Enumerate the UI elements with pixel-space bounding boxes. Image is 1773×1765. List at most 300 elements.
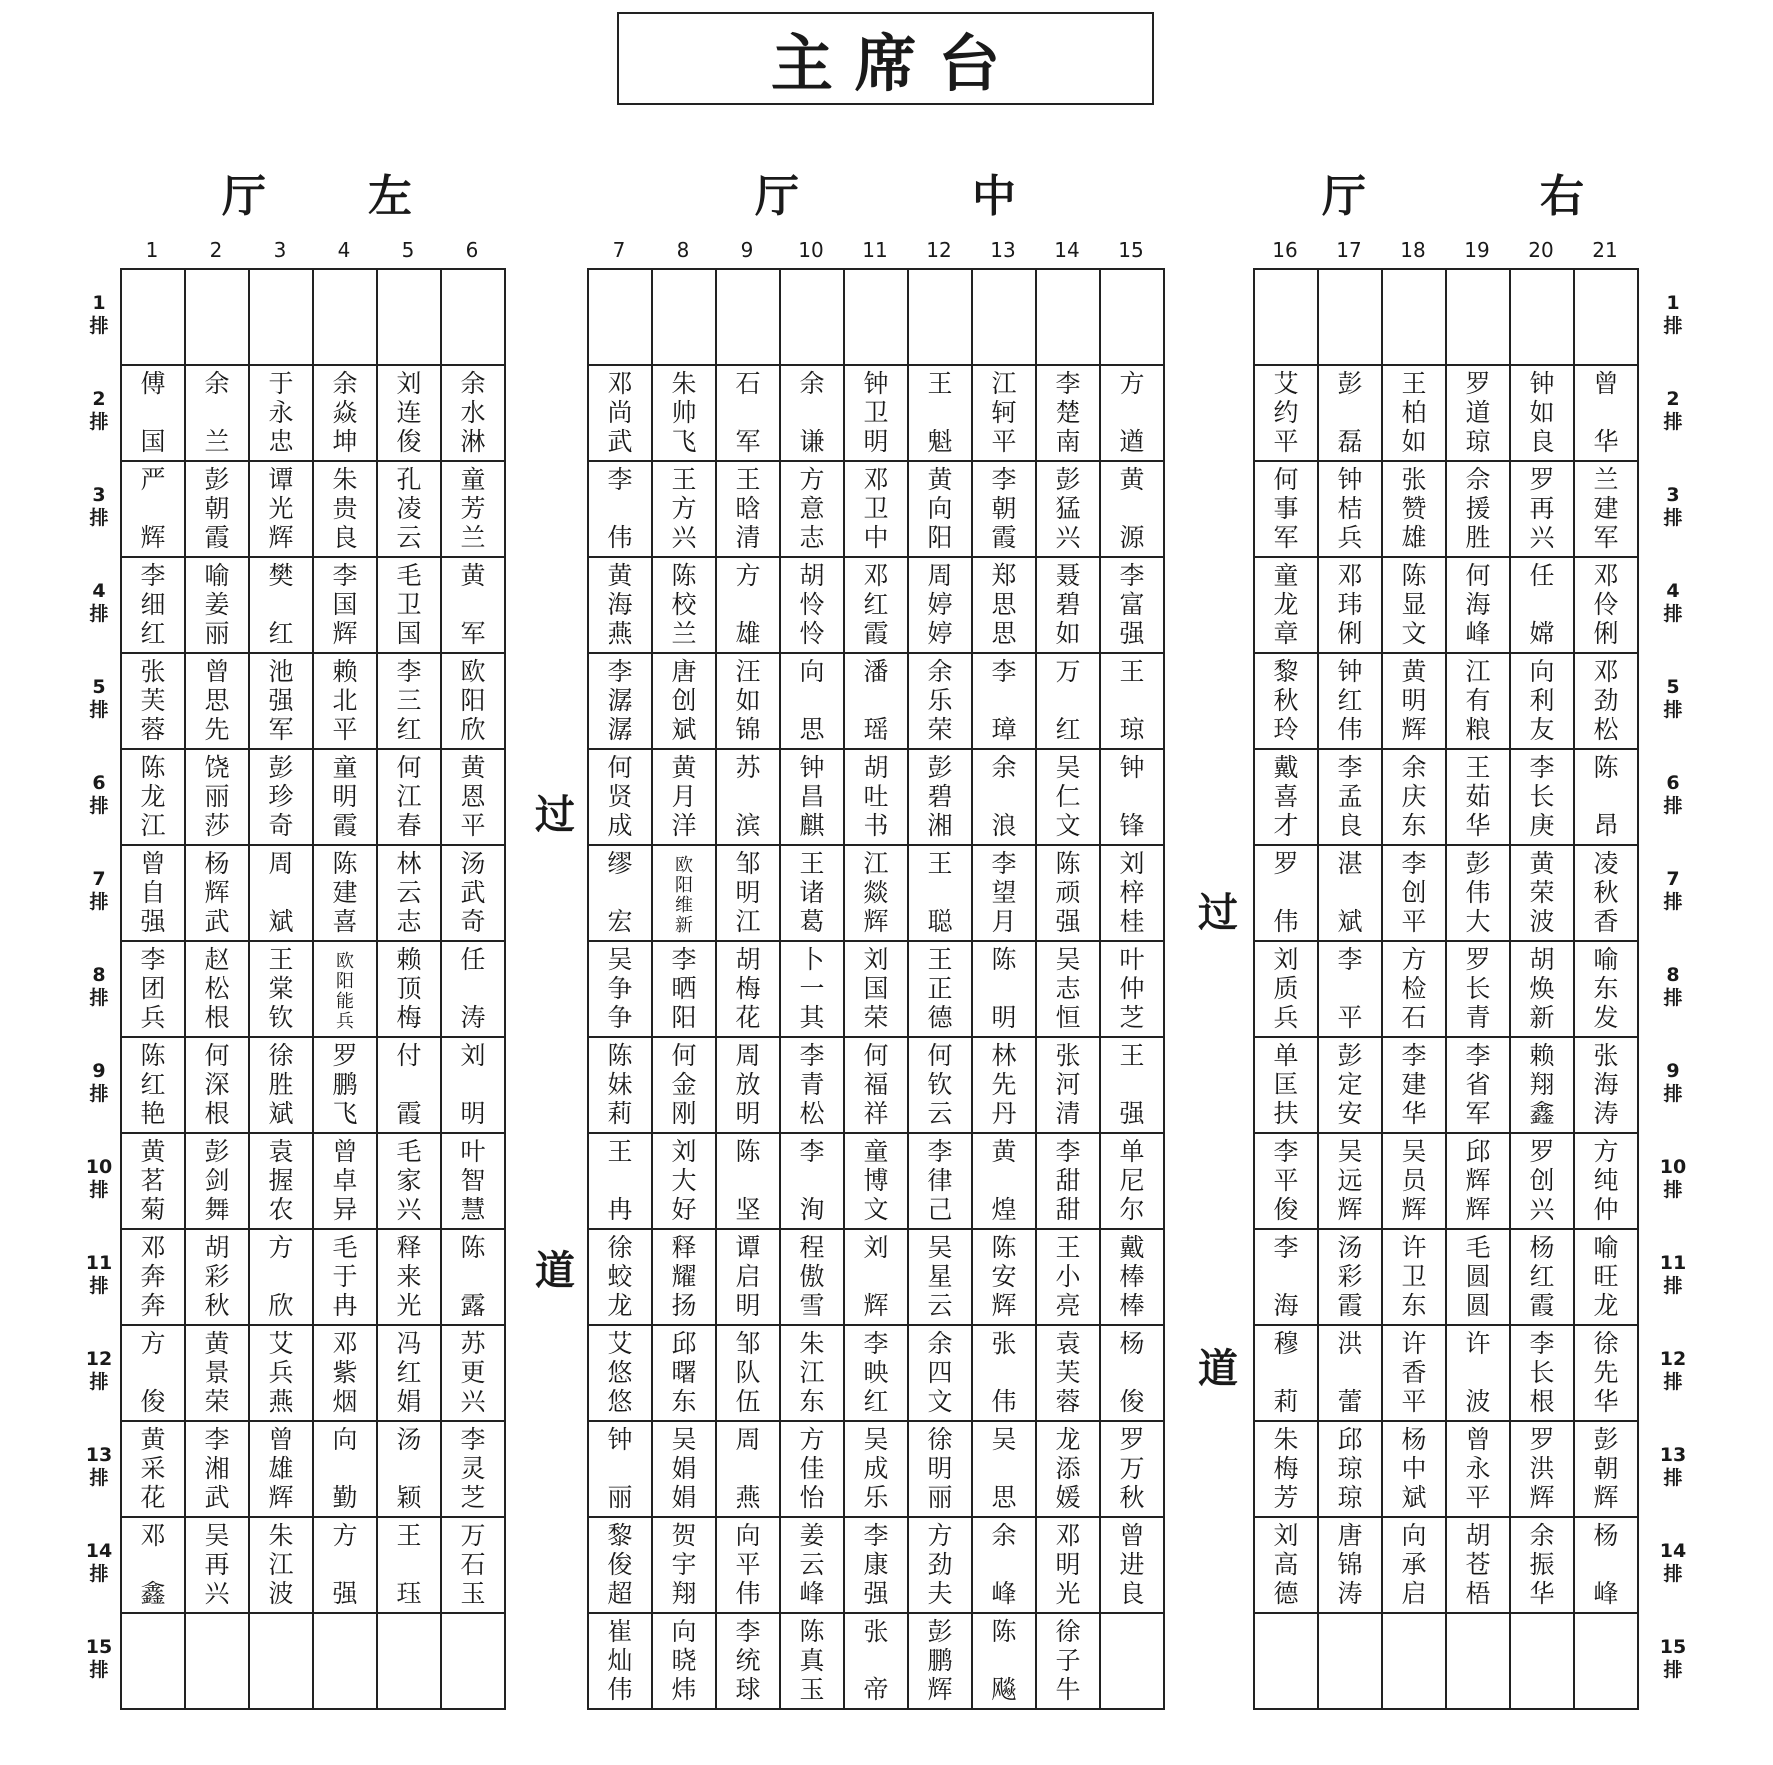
seat-cell (780, 461, 844, 557)
seat-cell (908, 1517, 972, 1613)
seat-name (1101, 1618, 1163, 1704)
seat-cell (121, 1517, 185, 1613)
seat-name: 李 望 月 (991, 849, 1017, 936)
seat-cell (377, 1613, 441, 1709)
seat-cell (716, 749, 780, 845)
seat-cell (313, 1037, 377, 1133)
seat-cell (716, 1421, 780, 1517)
seat-cell (185, 557, 249, 653)
mid-hall-label-b: 中 (972, 171, 1016, 222)
seat-name: 刘 连 俊 (396, 369, 422, 456)
seat-name: 曾 卓 异 (332, 1137, 358, 1224)
seat-cell (1318, 1325, 1382, 1421)
seat-name: 饶 丽 莎 (204, 753, 230, 840)
seat-name: 王 茹 华 (1465, 753, 1491, 840)
seat-cell (844, 1133, 908, 1229)
seat-cell (716, 653, 780, 749)
seat-name: 江 轲 平 (991, 369, 1017, 456)
presidium-title-box (617, 12, 1154, 105)
seat-name: 苏 滨 (735, 753, 761, 840)
seat-cell (1510, 749, 1574, 845)
seat-name: 李 甜 甜 (1055, 1137, 1081, 1224)
seat-cell (1510, 1037, 1574, 1133)
seat-name: 李 湘 武 (204, 1425, 230, 1512)
mid-row-14 (588, 1517, 1164, 1613)
seat-cell (377, 269, 441, 365)
seat-name: 向 承 启 (1401, 1521, 1427, 1608)
seat-name: 穆 莉 (1273, 1329, 1299, 1416)
seat-cell (1382, 1517, 1446, 1613)
seat-cell (1318, 1037, 1382, 1133)
seat-cell (1254, 461, 1318, 557)
seat-name: 吴 志 恒 (1055, 945, 1081, 1032)
seat-cell (588, 845, 652, 941)
seat-cell (588, 1037, 652, 1133)
seat-name (378, 1618, 440, 1704)
seat-cell (652, 461, 716, 557)
seat-name: 黄 茗 菊 (140, 1137, 166, 1224)
seat-name: 林 先 丹 (991, 1041, 1017, 1128)
seat-cell (1446, 269, 1510, 365)
seat-name: 李 省 军 (1465, 1041, 1491, 1128)
seat-cell (1254, 1517, 1318, 1613)
seat-cell (1510, 461, 1574, 557)
right-aisle-char-b: 道 (1198, 1346, 1238, 1392)
left-row-11 (121, 1229, 505, 1325)
seat-name: 向 利 友 (1529, 657, 1555, 744)
seat-name: 钟 昌 麒 (799, 753, 825, 840)
seat-cell (972, 1613, 1036, 1709)
seat-cell (1382, 365, 1446, 461)
seat-cell (1100, 749, 1164, 845)
seat-name: 兰 建 军 (1593, 465, 1619, 552)
seat-cell (1446, 1037, 1510, 1133)
seat-cell (716, 1517, 780, 1613)
row-label-left: 6 排 (89, 772, 109, 817)
seat-name: 聂 碧 如 (1055, 561, 1081, 648)
seat-name: 吴 思 (991, 1425, 1017, 1512)
mid-row-10 (588, 1133, 1164, 1229)
seat-name: 张 河 清 (1055, 1041, 1081, 1128)
seat-cell (249, 653, 313, 749)
seat-name: 付 霞 (396, 1041, 422, 1128)
seat-cell (844, 557, 908, 653)
seat-cell (1036, 941, 1100, 1037)
seat-cell (972, 557, 1036, 653)
seat-name: 方 纯 仲 (1593, 1137, 1619, 1224)
seat-cell (1446, 653, 1510, 749)
seat-name: 彭 朝 霞 (204, 465, 230, 552)
seat-name: 周 放 明 (735, 1041, 761, 1128)
seat-cell (1318, 653, 1382, 749)
seat-cell (121, 1325, 185, 1421)
left-row-12 (121, 1325, 505, 1421)
seat-cell (1100, 365, 1164, 461)
right-hall-seat-grid (1253, 268, 1639, 1710)
seat-cell (1100, 653, 1164, 749)
right-row-14 (1254, 1517, 1638, 1613)
seat-name: 于 永 忠 (268, 369, 294, 456)
seat-name: 陈 顽 强 (1055, 849, 1081, 936)
seat-cell (1318, 461, 1382, 557)
seat-cell (1510, 1133, 1574, 1229)
seat-name (909, 274, 971, 360)
seat-name: 杨 峰 (1593, 1521, 1619, 1608)
seat-name: 许 卫 东 (1401, 1233, 1427, 1320)
column-number: 8 (676, 238, 690, 262)
seat-cell (652, 941, 716, 1037)
seat-name: 凌 秋 香 (1593, 849, 1619, 936)
seat-cell (972, 1421, 1036, 1517)
seat-name: 钟 锋 (1119, 753, 1145, 840)
seat-cell (185, 1037, 249, 1133)
seat-cell (1254, 269, 1318, 365)
seat-name: 陈 昂 (1593, 753, 1619, 840)
seat-name: 余 水 淋 (460, 369, 486, 456)
seat-name: 黄 军 (460, 561, 486, 648)
seat-cell (249, 1229, 313, 1325)
right-row-3 (1254, 461, 1638, 557)
seat-name: 彭 伟 大 (1465, 849, 1491, 936)
seat-name: 赵 松 根 (204, 945, 230, 1032)
seat-cell (185, 461, 249, 557)
seat-cell (652, 845, 716, 941)
seat-name: 张 海 涛 (1593, 1041, 1619, 1128)
seat-name: 钟 卫 明 (863, 369, 889, 456)
row-label-left: 7 排 (89, 868, 109, 913)
seat-name: 毛 圆 圆 (1465, 1233, 1491, 1320)
seat-name: 罗 伟 (1273, 849, 1299, 936)
seat-cell (844, 845, 908, 941)
seat-cell (121, 461, 185, 557)
seat-name: 赖 翔 鑫 (1529, 1041, 1555, 1128)
seat-name: 彭 珍 奇 (268, 753, 294, 840)
seat-cell (1510, 845, 1574, 941)
row-label-left: 11 排 (85, 1252, 113, 1297)
seat-name: 严 辉 (140, 465, 166, 552)
seat-name: 李 三 红 (396, 657, 422, 744)
left-row-7 (121, 845, 505, 941)
seat-cell (1100, 1517, 1164, 1613)
seat-cell (1318, 1421, 1382, 1517)
seat-name: 戴 喜 才 (1273, 753, 1299, 840)
seat-name: 任 嫦 (1529, 561, 1555, 648)
seat-name: 余 谦 (799, 369, 825, 456)
seat-name: 何 深 根 (204, 1041, 230, 1128)
seat-name: 余 乐 荣 (927, 657, 953, 744)
seat-cell (313, 845, 377, 941)
seat-name: 何 江 春 (396, 753, 422, 840)
seat-cell (1382, 1325, 1446, 1421)
column-number: 14 (1054, 238, 1080, 262)
seat-cell (1446, 941, 1510, 1037)
seat-name: 李 康 强 (863, 1521, 889, 1608)
seat-name: 毛 卫 国 (396, 561, 422, 648)
seat-cell (441, 1517, 505, 1613)
seat-name: 徐 子 牛 (1055, 1617, 1081, 1704)
seat-cell (441, 1229, 505, 1325)
mid-row-12 (588, 1325, 1164, 1421)
seat-cell (1382, 1133, 1446, 1229)
seat-name: 方 佳 怡 (799, 1425, 825, 1512)
seat-name: 叶 仲 芝 (1119, 945, 1145, 1032)
left-row-14 (121, 1517, 505, 1613)
seat-cell (1254, 365, 1318, 461)
seat-name: 陈 露 (460, 1233, 486, 1320)
seat-name (653, 274, 715, 360)
seat-cell (908, 557, 972, 653)
seat-name: 胡 焕 新 (1529, 945, 1555, 1032)
seat-name: 程 傲 雪 (799, 1233, 825, 1320)
seat-cell (780, 941, 844, 1037)
seat-cell (1574, 269, 1638, 365)
seat-cell (780, 845, 844, 941)
seat-cell (377, 1229, 441, 1325)
seat-name: 冯 红 娟 (396, 1329, 422, 1416)
seat-name: 唐 锦 涛 (1337, 1521, 1363, 1608)
right-row-6 (1254, 749, 1638, 845)
seat-name: 赖 顶 梅 (396, 945, 422, 1032)
seat-cell (844, 653, 908, 749)
seat-name: 黄 荣 波 (1529, 849, 1555, 936)
row-label-right: 10 排 (1659, 1156, 1687, 1201)
seat-cell (441, 1037, 505, 1133)
mid-row-15 (588, 1613, 1164, 1709)
seat-cell (1036, 1133, 1100, 1229)
seat-cell (441, 1325, 505, 1421)
seat-cell (1254, 1421, 1318, 1517)
column-number: 21 (1592, 238, 1618, 262)
seat-cell (1100, 1421, 1164, 1517)
seat-name: 罗 道 琼 (1465, 369, 1491, 456)
seat-cell (780, 1229, 844, 1325)
seat-name: 黎 俊 超 (607, 1521, 633, 1608)
seat-name: 李 海 (1273, 1233, 1299, 1320)
seat-cell (716, 1613, 780, 1709)
seat-cell (780, 365, 844, 461)
seat-name (186, 1618, 248, 1704)
seat-cell (249, 1325, 313, 1421)
seat-cell (716, 461, 780, 557)
row-label-right: 8 排 (1663, 964, 1683, 1009)
seat-name: 吴 星 云 (927, 1233, 953, 1320)
seat-cell (121, 749, 185, 845)
right-row-11 (1254, 1229, 1638, 1325)
seat-cell (844, 1613, 908, 1709)
seat-cell (1382, 749, 1446, 845)
column-number: 2 (209, 238, 223, 262)
seat-name: 孔 凌 云 (396, 465, 422, 552)
seat-name: 吴 娟 娟 (671, 1425, 697, 1512)
seat-name: 曾 思 先 (204, 657, 230, 744)
seat-name: 胡 怜 怜 (799, 561, 825, 648)
seat-name: 佘 援 胜 (1465, 465, 1491, 552)
seat-name (717, 274, 779, 360)
seat-cell (908, 269, 972, 365)
seat-name: 王 正 德 (927, 945, 953, 1032)
row-label-right: 6 排 (1663, 772, 1683, 817)
seat-name: 刘 国 荣 (863, 945, 889, 1032)
seat-cell (185, 1613, 249, 1709)
seat-cell (588, 941, 652, 1037)
seat-cell (1446, 1517, 1510, 1613)
mid-hall-seat-grid (587, 268, 1165, 1710)
column-number: 19 (1464, 238, 1490, 262)
right-hall-label-b: 右 (1540, 171, 1584, 222)
column-number: 10 (798, 238, 824, 262)
seat-cell (588, 269, 652, 365)
right-aisle-char-a: 过 (1198, 890, 1238, 936)
seat-name (781, 274, 843, 360)
row-label-left: 14 排 (85, 1540, 113, 1585)
seat-cell (844, 1037, 908, 1133)
seat-name: 李 青 松 (799, 1041, 825, 1128)
seat-name: 吴 仁 文 (1055, 753, 1081, 840)
left-row-9 (121, 1037, 505, 1133)
seat-name (378, 274, 440, 360)
left-hall-label-a: 厅 (222, 171, 266, 222)
seat-cell (844, 461, 908, 557)
seat-name: 何 海 峰 (1465, 561, 1491, 648)
seat-cell (1446, 1421, 1510, 1517)
left-row-15 (121, 1613, 505, 1709)
left-row-10 (121, 1133, 505, 1229)
seat-name: 郑 思 思 (991, 561, 1017, 648)
seat-cell (377, 1517, 441, 1613)
seat-cell (972, 461, 1036, 557)
seat-name: 朱 贵 良 (332, 465, 358, 552)
seat-name: 罗 洪 辉 (1529, 1425, 1555, 1512)
seat-name: 李 富 强 (1119, 561, 1145, 648)
seat-name: 李 细 红 (140, 561, 166, 648)
row-label-right: 15 排 (1659, 1636, 1687, 1681)
seat-cell (1254, 749, 1318, 845)
seat-name: 邓 卫 中 (863, 465, 889, 552)
seat-cell (313, 365, 377, 461)
seat-name: 陈 坚 (735, 1137, 761, 1224)
seat-name: 陈 龙 江 (140, 753, 166, 840)
seat-cell (1036, 1517, 1100, 1613)
seat-name (1447, 274, 1509, 360)
seat-name: 李 晒 阳 (671, 945, 697, 1032)
seat-cell (121, 1133, 185, 1229)
seat-name: 李 国 辉 (332, 561, 358, 648)
seat-cell (377, 1037, 441, 1133)
seat-name: 陈 真 玉 (799, 1617, 825, 1704)
seat-cell (1446, 365, 1510, 461)
seat-cell (780, 1325, 844, 1421)
seat-cell (780, 749, 844, 845)
seat-cell (1574, 1133, 1638, 1229)
row-label-right: 13 排 (1659, 1444, 1687, 1489)
seat-cell (1510, 1421, 1574, 1517)
seat-name: 欧 阳 欣 (460, 657, 486, 744)
seat-name: 何 福 祥 (863, 1041, 889, 1128)
seat-cell (1574, 461, 1638, 557)
seat-name: 邓 红 霞 (863, 561, 889, 648)
seat-cell (588, 1613, 652, 1709)
seat-cell (844, 1325, 908, 1421)
seat-cell (1446, 1133, 1510, 1229)
seat-name: 邓 尚 武 (607, 369, 633, 456)
seat-cell (588, 653, 652, 749)
seat-cell (652, 749, 716, 845)
seat-cell (972, 1037, 1036, 1133)
seat-cell (185, 749, 249, 845)
seat-cell (1100, 269, 1164, 365)
seat-name (1037, 274, 1099, 360)
seat-name: 吴 员 辉 (1401, 1137, 1427, 1224)
seat-name: 黄 月 洋 (671, 753, 697, 840)
seat-cell (1574, 1613, 1638, 1709)
seat-cell (249, 845, 313, 941)
seat-name: 胡 苍 梧 (1465, 1521, 1491, 1608)
right-row-1 (1254, 269, 1638, 365)
seat-name: 汪 如 锦 (735, 657, 761, 744)
seat-name (314, 274, 376, 360)
seat-cell (441, 1421, 505, 1517)
seat-name: 邹 明 江 (735, 849, 761, 936)
row-label-left: 4 排 (89, 580, 109, 625)
row-label-left: 10 排 (85, 1156, 113, 1201)
seat-cell (249, 1421, 313, 1517)
seat-cell (1036, 845, 1100, 941)
seat-cell (313, 749, 377, 845)
seat-cell (313, 1133, 377, 1229)
seat-name: 万 红 (1055, 657, 1081, 744)
seat-name: 李 洵 (799, 1137, 825, 1224)
seat-cell (716, 557, 780, 653)
seat-name: 徐 胜 斌 (268, 1041, 294, 1128)
seat-cell (1100, 1325, 1164, 1421)
seat-cell (121, 1613, 185, 1709)
seat-cell (121, 941, 185, 1037)
seat-name: 释 耀 扬 (671, 1233, 697, 1320)
seat-cell (652, 1613, 716, 1709)
seat-cell (844, 365, 908, 461)
seat-cell (844, 941, 908, 1037)
seat-cell (1036, 1325, 1100, 1421)
seat-cell (377, 941, 441, 1037)
seat-name: 李 建 华 (1401, 1041, 1427, 1128)
seat-name: 陈 校 兰 (671, 561, 697, 648)
seat-name: 龙 添 媛 (1055, 1425, 1081, 1512)
seat-name (122, 1618, 184, 1704)
right-row-7 (1254, 845, 1638, 941)
seat-name: 傅 国 (140, 369, 166, 456)
column-number: 1 (145, 238, 159, 262)
column-number: 9 (740, 238, 754, 262)
seat-name: 邓 奔 奔 (140, 1233, 166, 1320)
seat-name: 叶 智 慧 (460, 1137, 486, 1224)
seat-cell (185, 1229, 249, 1325)
seat-cell (972, 1517, 1036, 1613)
seat-cell (652, 1325, 716, 1421)
seat-cell (652, 269, 716, 365)
seat-cell (908, 1229, 972, 1325)
seat-name: 向 晓 炜 (671, 1617, 697, 1704)
seat-cell (1254, 1613, 1318, 1709)
seat-name: 李 朝 霞 (991, 465, 1017, 552)
seat-name: 吴 远 辉 (1337, 1137, 1363, 1224)
seat-name: 余 四 文 (927, 1329, 953, 1416)
seat-cell (185, 845, 249, 941)
seat-cell (844, 749, 908, 845)
seat-cell (1382, 941, 1446, 1037)
seat-name: 吴 争 争 (607, 945, 633, 1032)
seat-cell (441, 461, 505, 557)
seat-name: 罗 长 青 (1465, 945, 1491, 1032)
